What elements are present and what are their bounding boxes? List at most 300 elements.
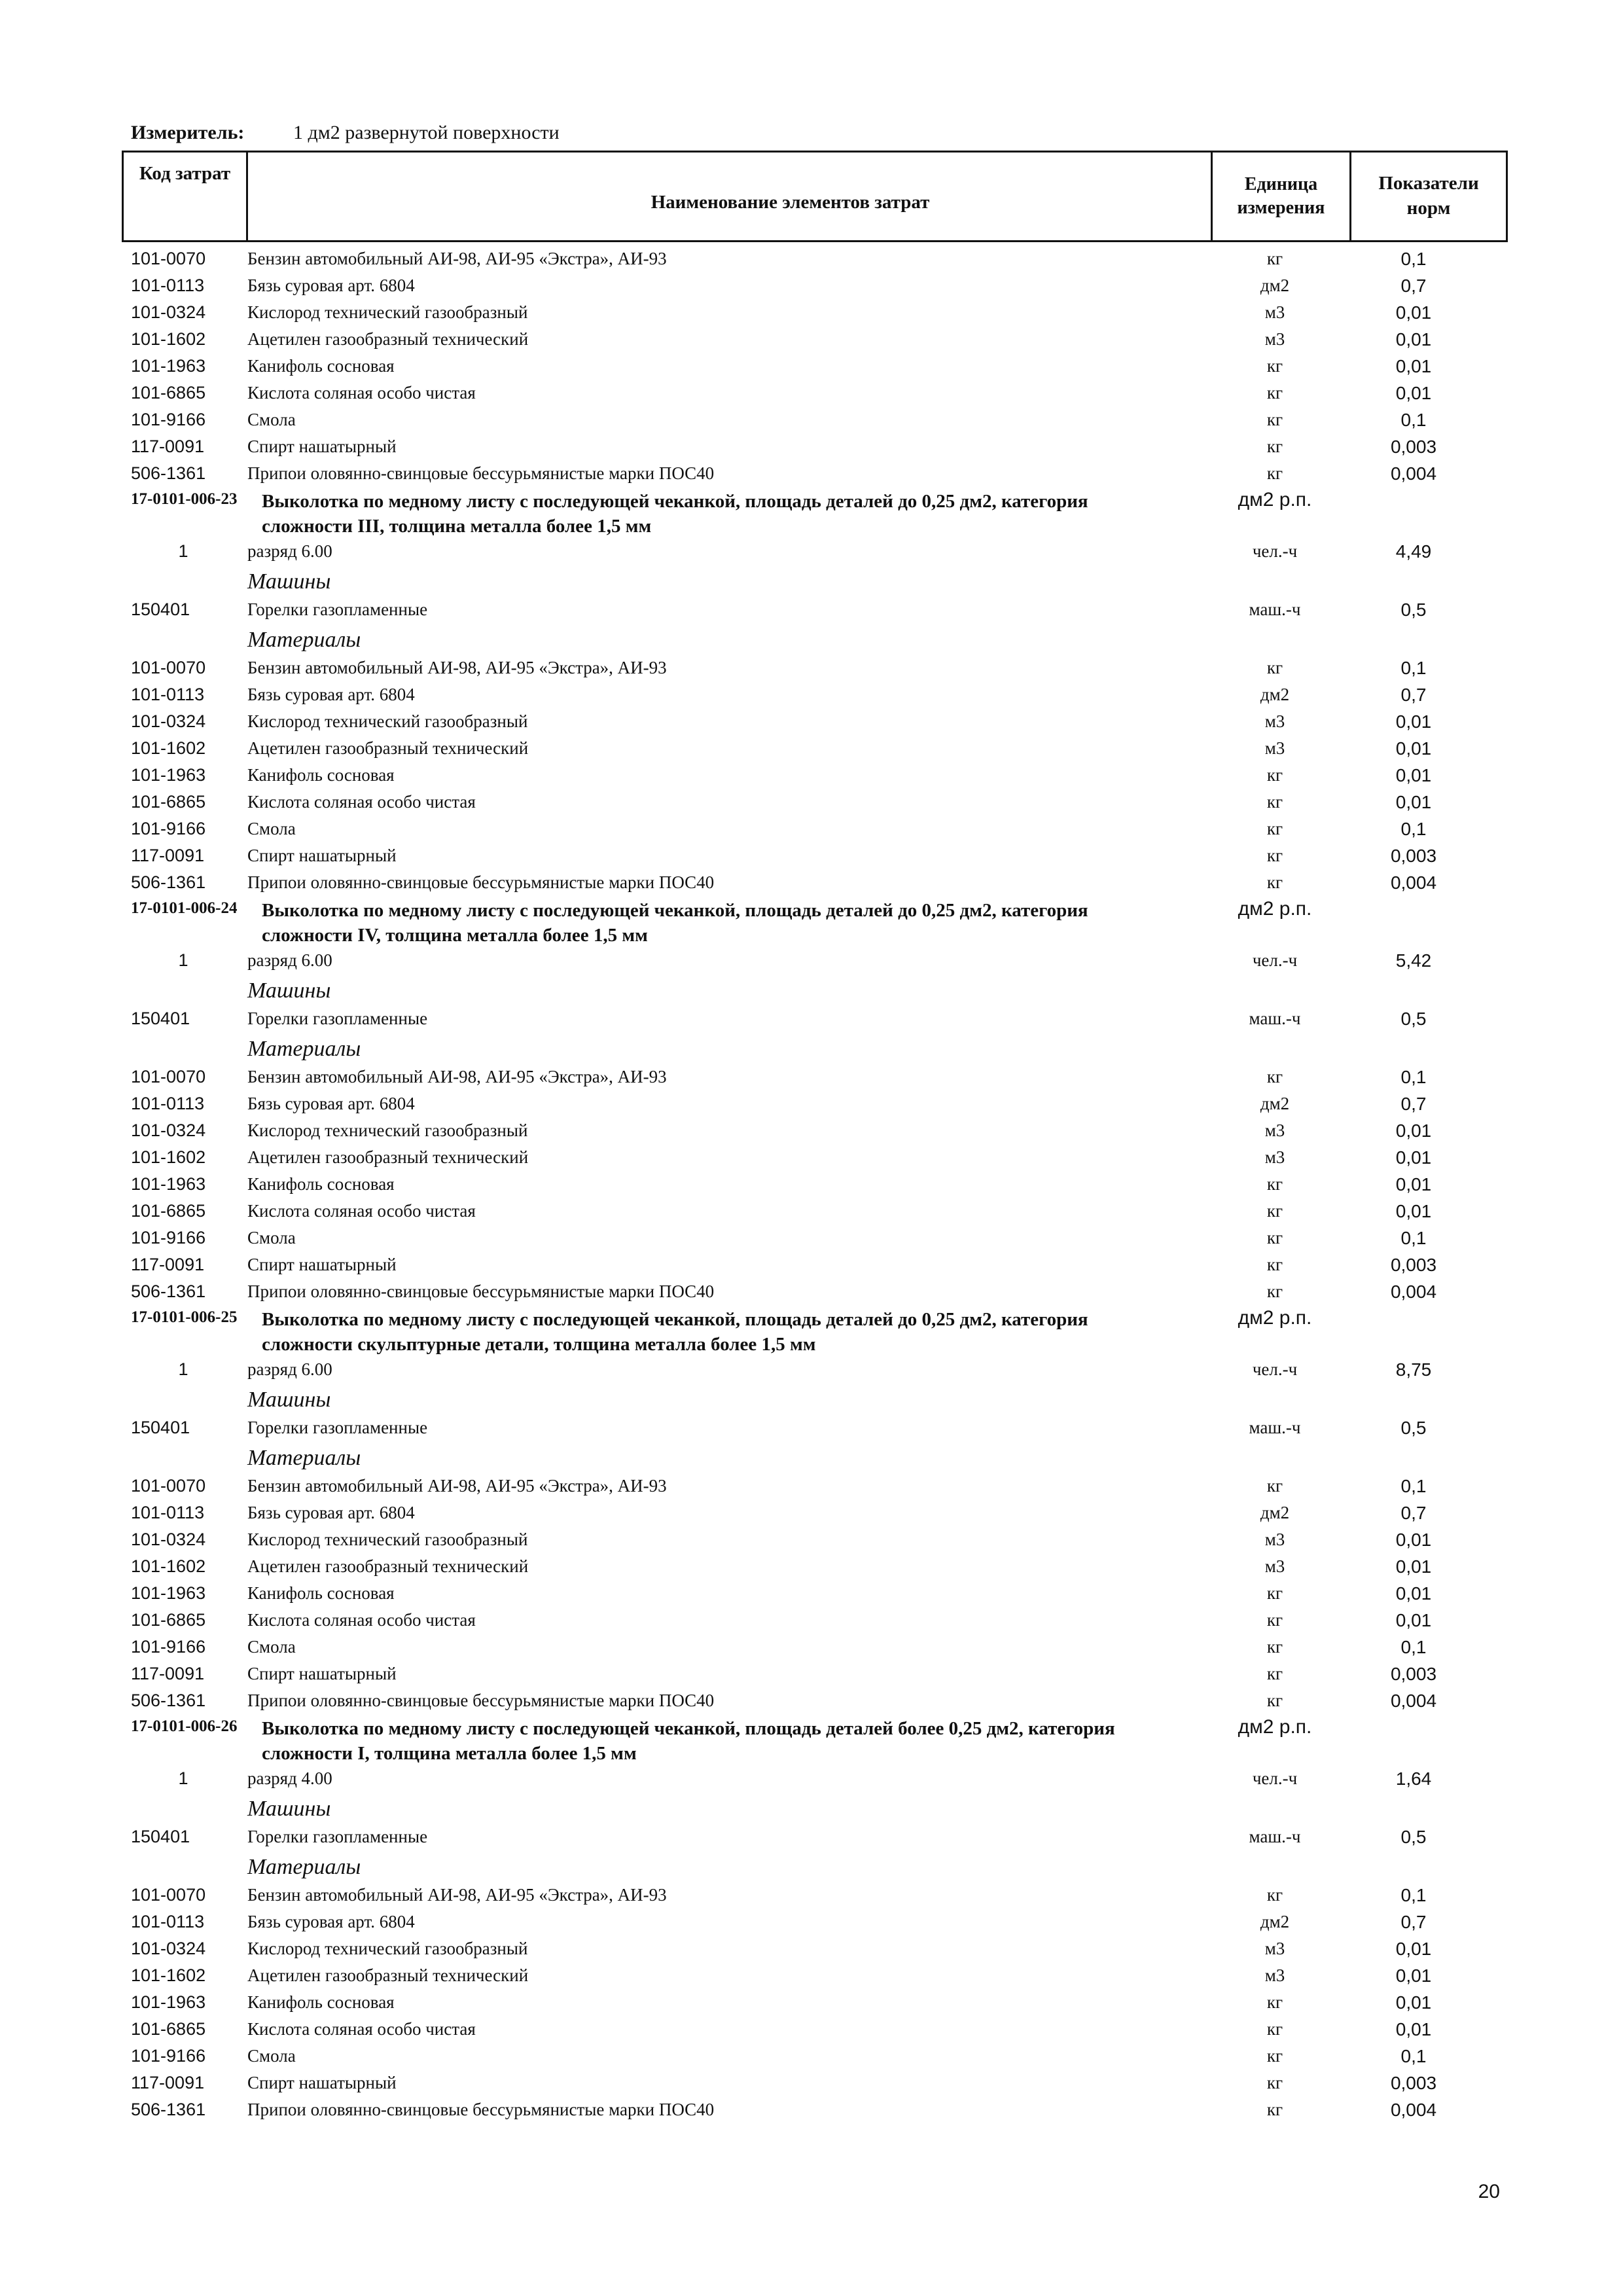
row-qty: 0,5 (1400, 600, 1427, 620)
material-row (0, 2073, 1623, 2099)
row-name: Кислород технический газообразный (247, 1939, 528, 1958)
material-row (0, 249, 1623, 275)
material-row (0, 1530, 1623, 1556)
material-row (0, 1556, 1623, 1583)
task-title (262, 1716, 1217, 1766)
row-code: 101-0113 (131, 276, 205, 295)
row-unit: чел.-ч (1252, 541, 1298, 561)
row-qty: 0,1 (1400, 2046, 1427, 2066)
section-materials: Материалы (247, 628, 361, 652)
row-name: Припои оловянно-свинцовые бессурьмянистые марки ПОС40 (247, 872, 715, 892)
row-qty: 0,01 (1395, 1530, 1432, 1550)
row-unit: дм2 (1260, 1912, 1290, 1931)
material-row (0, 846, 1623, 872)
row-name: Канифоль сосновая (247, 765, 395, 785)
material-row (0, 711, 1623, 738)
row-unit: кг (1266, 792, 1283, 812)
row-code: 101-0324 (131, 1939, 206, 1958)
labor-row (0, 541, 1623, 567)
material-row (0, 1691, 1623, 1717)
row-code: 101-1963 (131, 1174, 206, 1194)
row-qty: 0,1 (1400, 1067, 1427, 1087)
row-qty: 0,004 (1390, 1691, 1437, 1711)
row-name: Кислород технический газообразный (247, 1121, 528, 1140)
section-materials: Материалы (247, 1855, 361, 1879)
row-unit: маш.-ч (1249, 1827, 1301, 1846)
row-qty: 0,1 (1400, 819, 1427, 839)
task-title-line1: Выколотка по медному листу с последующей чеканкой, площадь деталей более 0,25 дм2, категория (262, 1718, 1115, 1739)
row-name: Спирт нашатырный (247, 846, 397, 865)
row-code: 101-9166 (131, 1228, 206, 1247)
row-unit: м3 (1264, 1556, 1285, 1576)
machine-row (0, 1418, 1623, 1444)
task-unit: дм2 р.п. (1238, 1716, 1312, 1738)
row-code: 101-1602 (131, 738, 206, 758)
row-code: 101-6865 (131, 383, 206, 403)
header-unit-text: Единица измерения (1237, 173, 1325, 218)
row-unit: кг (1266, 383, 1283, 403)
material-row (0, 1610, 1623, 1636)
row-unit: м3 (1264, 1965, 1285, 1985)
task-heading (0, 899, 1623, 952)
row-unit: кг (1266, 658, 1283, 677)
row-qty: 0,5 (1400, 1827, 1427, 1847)
row-name: Бязь суровая арт. 6804 (247, 685, 415, 704)
measure-label: Измеритель: (131, 122, 245, 143)
row-name: Канифоль сосновая (247, 1992, 395, 2012)
row-name: разряд 6.00 (247, 950, 332, 970)
row-code: 101-1963 (131, 1992, 206, 2012)
section-materials: Материалы (247, 1446, 361, 1470)
row-unit: кг (1266, 1255, 1283, 1274)
row-name: Кислород технический газообразный (247, 711, 528, 731)
task-heading (0, 1308, 1623, 1361)
row-name: Припои оловянно-свинцовые бессурьмянистые марки ПОС40 (247, 1282, 715, 1301)
row-name: Кислота соляная особо чистая (247, 1201, 476, 1221)
row-name: Смола (247, 1228, 296, 1247)
machine-row (0, 1009, 1623, 1035)
table-header (122, 151, 1508, 242)
task-title (262, 898, 1217, 948)
row-code: 117-0091 (131, 2073, 205, 2092)
task-code: 17-0101-006-26 (131, 1717, 238, 1735)
row-qty: 0,01 (1395, 1121, 1432, 1141)
row-qty: 0,01 (1395, 738, 1432, 759)
row-code: 1 (178, 1359, 188, 1379)
row-unit: кг (1266, 1201, 1283, 1221)
row-unit: кг (1266, 1610, 1283, 1630)
row-name: Бязь суровая арт. 6804 (247, 276, 415, 295)
row-unit: кг (1266, 1885, 1283, 1905)
row-qty: 0,01 (1395, 329, 1432, 350)
task-heading (0, 1717, 1623, 1770)
row-name: разряд 6.00 (247, 1359, 332, 1379)
row-unit: дм2 (1260, 276, 1290, 295)
row-code: 117-0091 (131, 437, 205, 456)
row-name: Бензин автомобильный АИ-98, АИ-95 «Экстра», АИ-93 (247, 249, 667, 268)
row-unit: чел.-ч (1252, 1359, 1298, 1379)
material-row (0, 1282, 1623, 1308)
row-qty: 0,01 (1395, 1965, 1432, 1986)
material-row (0, 1503, 1623, 1529)
row-unit: м3 (1264, 1147, 1285, 1167)
row-unit: чел.-ч (1252, 950, 1298, 970)
task-title (262, 1307, 1217, 1357)
row-code: 506-1361 (131, 872, 206, 892)
material-row (0, 1885, 1623, 1911)
material-row (0, 1912, 1623, 1938)
material-row (0, 302, 1623, 329)
row-qty: 0,01 (1395, 2019, 1432, 2039)
row-code: 117-0091 (131, 1255, 205, 1274)
header-name: Наименование элементов затрат (246, 152, 1332, 240)
row-qty: 0,01 (1395, 1556, 1432, 1577)
row-code: 101-0070 (131, 1067, 206, 1086)
row-unit: дм2 (1260, 1503, 1290, 1522)
row-unit: м3 (1264, 711, 1285, 731)
task-title-line2: сложности скульптурные детали, толщина металла более 1,5 мм (262, 1334, 816, 1355)
row-name: Ацетилен газообразный технический (247, 1965, 529, 1985)
row-code: 101-6865 (131, 2019, 206, 2039)
row-unit: кг (1266, 1637, 1283, 1657)
row-code: 101-6865 (131, 1201, 206, 1221)
row-name: Кислота соляная особо чистая (247, 2019, 476, 2039)
row-unit: кг (1266, 1174, 1283, 1194)
task-unit: дм2 р.п. (1238, 489, 1312, 511)
material-row (0, 463, 1623, 490)
row-qty: 0,01 (1395, 1610, 1432, 1630)
material-row (0, 356, 1623, 382)
row-qty: 8,75 (1395, 1359, 1432, 1380)
row-qty: 0,1 (1400, 1885, 1427, 1905)
material-row (0, 1067, 1623, 1093)
row-unit: кг (1266, 437, 1283, 456)
row-name: Ацетилен газообразный технический (247, 1147, 529, 1167)
row-name: Бензин автомобильный АИ-98, АИ-95 «Экстра», АИ-93 (247, 1067, 667, 1086)
row-qty: 0,1 (1400, 410, 1427, 430)
row-name: Припои оловянно-свинцовые бессурьмянистые марки ПОС40 (247, 463, 715, 483)
material-row (0, 410, 1623, 436)
row-qty: 0,01 (1395, 383, 1432, 403)
task-unit: дм2 р.п. (1238, 1307, 1312, 1329)
material-row (0, 329, 1623, 355)
row-unit: кг (1266, 1664, 1283, 1683)
row-code: 101-0113 (131, 1503, 205, 1522)
row-code: 101-0070 (131, 658, 206, 677)
material-row (0, 1094, 1623, 1120)
section-machines: Машины (247, 1388, 331, 1412)
row-name: Кислород технический газообразный (247, 302, 528, 322)
row-code: 506-1361 (131, 463, 206, 483)
row-unit: м3 (1264, 1530, 1285, 1549)
material-row (0, 872, 1623, 899)
material-row (0, 1664, 1623, 1690)
material-row (0, 383, 1623, 409)
row-qty: 0,01 (1395, 1174, 1432, 1194)
material-row (0, 437, 1623, 463)
material-row (0, 1476, 1623, 1502)
row-code: 101-9166 (131, 819, 206, 838)
row-unit: маш.-ч (1249, 600, 1301, 619)
row-name: Ацетилен газообразный технический (247, 1556, 529, 1576)
row-code: 506-1361 (131, 2100, 206, 2119)
row-name: Спирт нашатырный (247, 1664, 397, 1683)
material-row (0, 1583, 1623, 1609)
task-title-line2: сложности III, толщина металла более 1,5 мм (262, 516, 652, 537)
material-row (0, 738, 1623, 764)
material-row (0, 1965, 1623, 1992)
row-name: Горелки газопламенные (247, 600, 428, 619)
row-name: Кислород технический газообразный (247, 1530, 528, 1549)
task-code: 17-0101-006-25 (131, 1308, 238, 1326)
row-code: 101-9166 (131, 1637, 206, 1657)
row-unit: кг (1266, 2100, 1283, 2119)
row-unit: маш.-ч (1249, 1418, 1301, 1437)
row-name: Бязь суровая арт. 6804 (247, 1094, 415, 1113)
row-unit: дм2 (1260, 1094, 1290, 1113)
row-qty: 0,7 (1400, 685, 1427, 705)
material-row (0, 1174, 1623, 1200)
row-name: Припои оловянно-свинцовые бессурьмянистые марки ПОС40 (247, 1691, 715, 1710)
row-qty: 0,01 (1395, 1583, 1432, 1604)
row-code: 101-1602 (131, 329, 206, 349)
labor-row (0, 950, 1623, 977)
row-qty: 0,7 (1400, 1912, 1427, 1932)
material-row (0, 2046, 1623, 2072)
measure-value: 1 дм2 развернутой поверхности (293, 122, 560, 143)
row-code: 150401 (131, 1418, 190, 1437)
row-unit: кг (1266, 819, 1283, 838)
task-heading (0, 490, 1623, 543)
row-qty: 0,01 (1395, 1147, 1432, 1168)
row-name: Бензин автомобильный АИ-98, АИ-95 «Экстра», АИ-93 (247, 1476, 667, 1496)
row-name: Канифоль сосновая (247, 1174, 395, 1194)
row-code: 506-1361 (131, 1691, 206, 1710)
material-row (0, 1147, 1623, 1174)
row-qty: 0,003 (1390, 1255, 1437, 1275)
row-name: Горелки газопламенные (247, 1418, 428, 1437)
page-number: 20 (1478, 2181, 1500, 2202)
row-qty: 0,1 (1400, 1228, 1427, 1248)
row-qty: 0,01 (1395, 711, 1432, 732)
row-code: 101-1963 (131, 1583, 206, 1603)
row-qty: 0,01 (1395, 356, 1432, 376)
row-name: Кислота соляная особо чистая (247, 383, 476, 403)
section-materials: Материалы (247, 1037, 361, 1061)
row-code: 101-1602 (131, 1147, 206, 1167)
row-code: 150401 (131, 600, 190, 619)
row-code: 101-0324 (131, 1121, 206, 1140)
row-unit: м3 (1264, 1121, 1285, 1140)
machine-row (0, 600, 1623, 626)
row-code: 150401 (131, 1827, 190, 1846)
row-code: 101-6865 (131, 1610, 206, 1630)
row-name: Спирт нашатырный (247, 2073, 397, 2092)
labor-row (0, 1768, 1623, 1795)
row-qty: 0,004 (1390, 872, 1437, 893)
row-qty: 0,01 (1395, 1992, 1432, 2013)
row-name: Бензин автомобильный АИ-98, АИ-95 «Экстра», АИ-93 (247, 658, 667, 677)
task-code: 17-0101-006-23 (131, 490, 238, 508)
section-machines: Машины (247, 1797, 331, 1821)
row-name: Бензин автомобильный АИ-98, АИ-95 «Экстра», АИ-93 (247, 1885, 667, 1905)
row-qty: 0,004 (1390, 1282, 1437, 1302)
row-unit: кг (1266, 410, 1283, 429)
row-code: 101-1963 (131, 356, 206, 376)
row-qty: 0,5 (1400, 1418, 1427, 1438)
material-row (0, 685, 1623, 711)
row-unit: кг (1266, 1691, 1283, 1710)
row-name: разряд 6.00 (247, 541, 332, 561)
header-unit (1211, 152, 1349, 240)
row-name: Спирт нашатырный (247, 1255, 397, 1274)
task-title-line2: сложности I, толщина металла более 1,5 мм (262, 1743, 637, 1764)
row-name: Горелки газопламенные (247, 1827, 428, 1846)
row-code: 150401 (131, 1009, 190, 1028)
row-qty: 0,7 (1400, 276, 1427, 296)
material-row (0, 1637, 1623, 1663)
row-unit: чел.-ч (1252, 1768, 1298, 1788)
row-qty: 1,64 (1395, 1768, 1432, 1789)
row-name: разряд 4.00 (247, 1768, 332, 1788)
row-code: 101-0324 (131, 711, 206, 731)
row-qty: 0,5 (1400, 1009, 1427, 1029)
row-name: Спирт нашатырный (247, 437, 397, 456)
material-row (0, 1255, 1623, 1281)
material-row (0, 2019, 1623, 2045)
row-unit: м3 (1264, 302, 1285, 322)
row-qty: 0,01 (1395, 1201, 1432, 1221)
row-qty: 0,003 (1390, 846, 1437, 866)
row-unit: кг (1266, 1067, 1283, 1086)
row-code: 506-1361 (131, 1282, 206, 1301)
task-unit: дм2 р.п. (1238, 898, 1312, 920)
row-code: 101-0070 (131, 249, 206, 268)
material-row (0, 2100, 1623, 2126)
section-machines: Машины (247, 978, 331, 1003)
row-name: Смола (247, 2046, 296, 2066)
row-qty: 0,003 (1390, 437, 1437, 457)
row-code: 1 (178, 541, 188, 561)
row-unit: м3 (1264, 329, 1285, 349)
row-qty: 0,004 (1390, 2100, 1437, 2120)
row-qty: 0,1 (1400, 1476, 1427, 1496)
row-name: Бязь суровая арт. 6804 (247, 1503, 415, 1522)
material-row (0, 1121, 1623, 1147)
row-name: Смола (247, 1637, 296, 1657)
row-name: Канифоль сосновая (247, 1583, 395, 1603)
row-code: 101-0070 (131, 1885, 206, 1905)
row-name: Смола (247, 410, 296, 429)
row-unit: кг (1266, 356, 1283, 376)
row-qty: 0,1 (1400, 249, 1427, 269)
row-unit: кг (1266, 1992, 1283, 2012)
row-code: 101-0324 (131, 302, 206, 322)
row-unit: кг (1266, 2019, 1283, 2039)
row-unit: м3 (1264, 1939, 1285, 1958)
row-name: Кислота соляная особо чистая (247, 792, 476, 812)
material-row (0, 1228, 1623, 1254)
row-unit: кг (1266, 2073, 1283, 2092)
row-code: 117-0091 (131, 846, 205, 865)
row-code: 101-1602 (131, 1965, 206, 1985)
row-qty: 0,7 (1400, 1503, 1427, 1523)
row-name: Горелки газопламенные (247, 1009, 428, 1028)
row-code: 101-0113 (131, 1094, 205, 1113)
row-unit: кг (1266, 1583, 1283, 1603)
row-name: Ацетилен газообразный технический (247, 329, 529, 349)
row-code: 101-1602 (131, 1556, 206, 1576)
row-code: 1 (178, 1768, 188, 1788)
row-qty: 0,01 (1395, 792, 1432, 812)
row-unit: кг (1266, 872, 1283, 892)
measure-line (131, 122, 1505, 148)
task-title-line1: Выколотка по медному листу с последующей чеканкой, площадь деталей до 0,25 дм2, категория (262, 1309, 1088, 1330)
row-code: 117-0091 (131, 1664, 205, 1683)
row-unit: м3 (1264, 738, 1285, 758)
row-code: 101-0113 (131, 1912, 205, 1931)
row-code: 101-0324 (131, 1530, 206, 1549)
row-unit: кг (1266, 463, 1283, 483)
row-code: 1 (178, 950, 188, 970)
row-qty: 0,003 (1390, 1664, 1437, 1684)
row-name: Ацетилен газообразный технический (247, 738, 529, 758)
header-code: Код затрат (139, 163, 231, 184)
row-unit: кг (1266, 846, 1283, 865)
task-title-line1: Выколотка по медному листу с последующей чеканкой, площадь деталей до 0,25 дм2, категория (262, 491, 1088, 512)
task-code: 17-0101-006-24 (131, 899, 238, 917)
row-qty: 0,01 (1395, 765, 1432, 785)
header-norm-text: Показатели норм (1378, 173, 1479, 219)
row-name: Припои оловянно-свинцовые бессурьмянистые марки ПОС40 (247, 2100, 715, 2119)
row-unit: кг (1266, 765, 1283, 785)
row-unit: кг (1266, 1228, 1283, 1247)
row-unit: кг (1266, 1476, 1283, 1496)
row-qty: 0,01 (1395, 1939, 1432, 1959)
row-code: 101-0113 (131, 685, 205, 704)
row-qty: 0,004 (1390, 463, 1437, 484)
row-unit: кг (1266, 249, 1283, 268)
material-row (0, 819, 1623, 845)
material-row (0, 792, 1623, 818)
task-title-line2: сложности IV, толщина металла более 1,5 мм (262, 925, 648, 946)
row-name: Смола (247, 819, 296, 838)
material-row (0, 1939, 1623, 1965)
row-qty: 0,003 (1390, 2073, 1437, 2093)
row-unit: кг (1266, 1282, 1283, 1301)
material-row (0, 1992, 1623, 2018)
row-unit: дм2 (1260, 685, 1290, 704)
material-row (0, 276, 1623, 302)
row-name: Бязь суровая арт. 6804 (247, 1912, 415, 1931)
row-qty: 0,7 (1400, 1094, 1427, 1114)
row-qty: 5,42 (1395, 950, 1432, 971)
row-name: Кислота соляная особо чистая (247, 1610, 476, 1630)
row-code: 101-6865 (131, 792, 206, 812)
row-qty: 0,01 (1395, 302, 1432, 323)
row-code: 101-9166 (131, 2046, 206, 2066)
task-title (262, 489, 1217, 539)
row-code: 101-1963 (131, 765, 206, 785)
section-machines: Машины (247, 569, 331, 594)
material-row (0, 658, 1623, 684)
task-title-line1: Выколотка по медному листу с последующей чеканкой, площадь деталей до 0,25 дм2, категория (262, 900, 1088, 921)
material-row (0, 1201, 1623, 1227)
row-code: 101-9166 (131, 410, 206, 429)
row-unit: маш.-ч (1249, 1009, 1301, 1028)
machine-row (0, 1827, 1623, 1853)
row-qty: 0,1 (1400, 1637, 1427, 1657)
